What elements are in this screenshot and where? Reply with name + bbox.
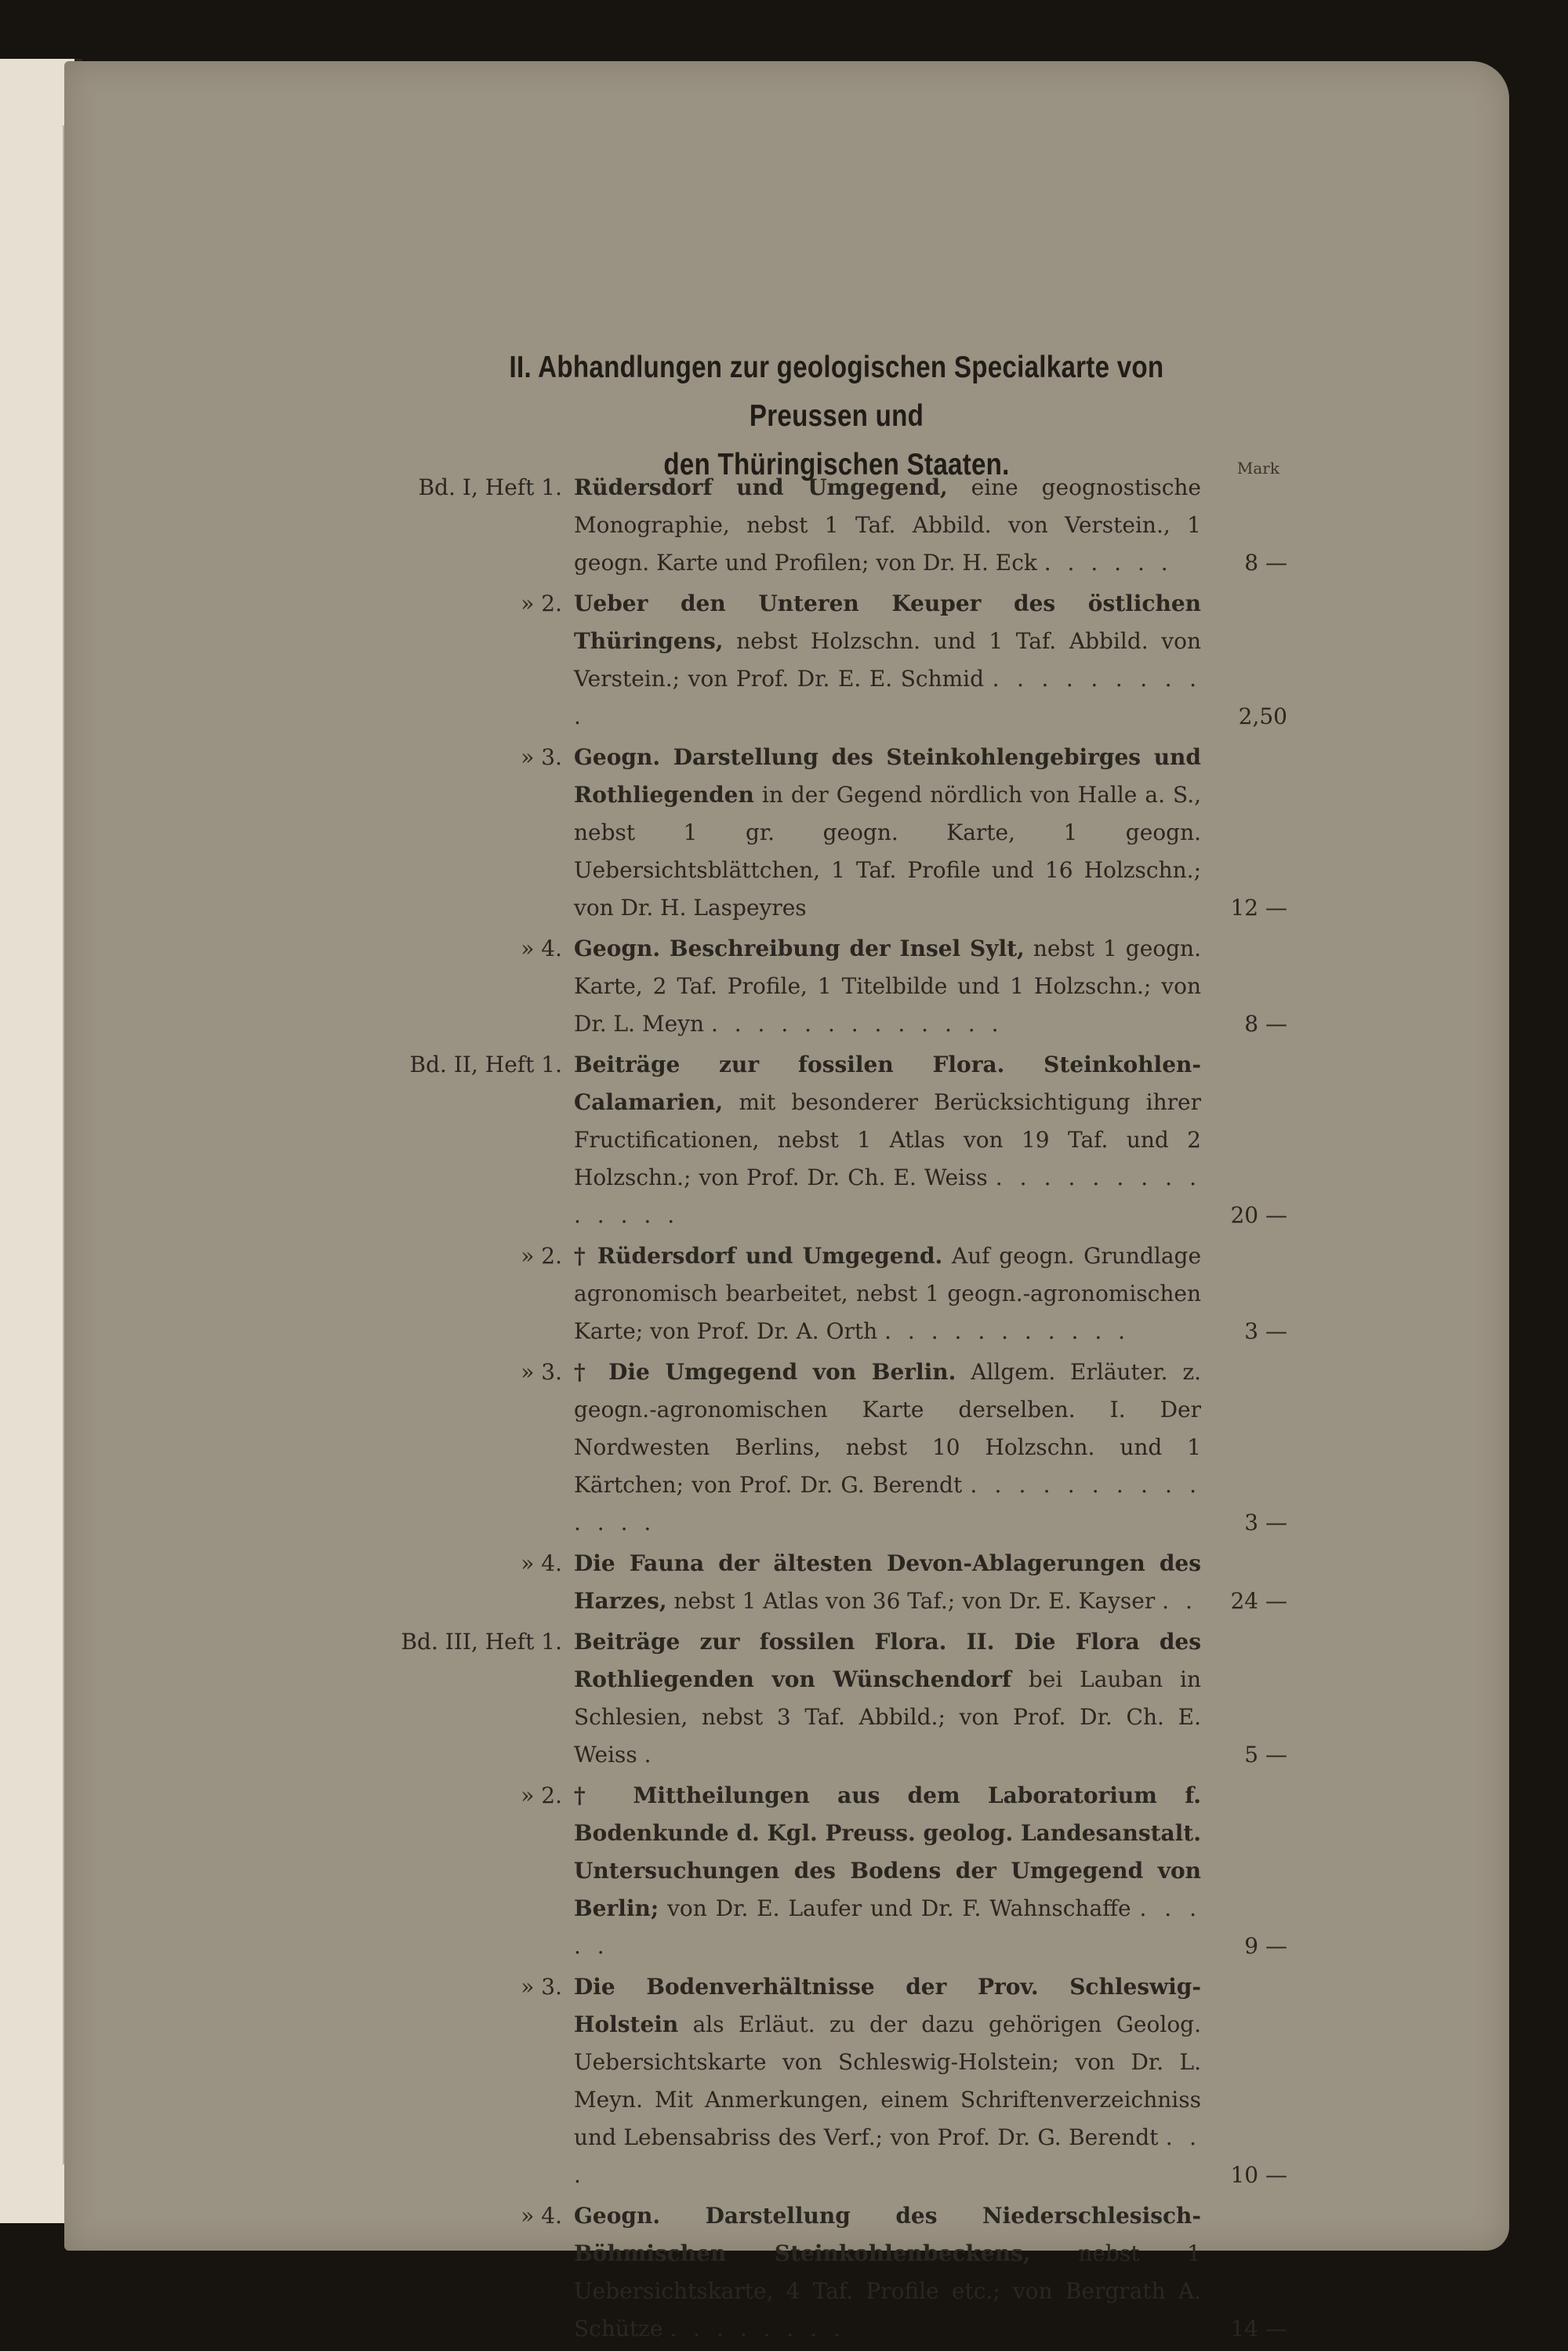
list-item — [386, 1237, 1287, 1350]
list-item — [386, 1968, 1287, 2194]
entry-price: 5 — — [1244, 1742, 1287, 1768]
heading-line-1: II. Abhandlungen zur geologischen Specialkarte von Preussen und — [509, 351, 1164, 433]
entry-title: Rüdersdorf und Umgegend, — [574, 474, 948, 500]
volume-label: Bd. I, Heft 1. — [418, 474, 562, 500]
entry-title: Beiträge zur fossilen Flora. II. Die Flora des Rothliegenden von Wünschendorf — [574, 1629, 1201, 1692]
list-item — [386, 2197, 1287, 2348]
table-of-contents — [386, 469, 1287, 2351]
entry-dots: . . . . . . . . . . . . . . — [574, 1472, 1202, 1535]
entry-dots: . . — [1162, 1588, 1197, 1614]
entry-price: 8 — — [1244, 1011, 1287, 1037]
entry-text: Auf geogn. Grundlage agronomisch bearbeitet, nebst 1 geogn.-agronomischen Karte; von Prof. Dr. A. Orth — [574, 1243, 1202, 1344]
entry-price: 3 — — [1244, 1318, 1287, 1344]
book-cover — [64, 61, 1509, 2342]
entry-dots: . . . . . . . . . . . — [884, 1318, 1131, 1344]
list-item — [386, 1777, 1287, 1965]
entry-dots: . . . — [574, 2124, 1201, 2188]
entry-text: Allgem. Erläuter. z. geogn.-agronomischen Karte derselben. I. Der Nordwesten Berlins, nebst 10 Holzschn. und 1 Kärtchen; von Prof. Dr. G. Berendt — [574, 1359, 1201, 1498]
entry-text: von Dr. E. Laufer und Dr. F. Wahnschaffe — [667, 1895, 1131, 1921]
entry-text: eine geognostische Monographie, nebst 1 Taf. Abbild. von Verstein., 1 geogn. Karte und Profilen; von Dr. H. Eck — [574, 474, 1201, 576]
entry-dots: . . . . . . — [1044, 550, 1173, 576]
list-item — [386, 1623, 1287, 1774]
entry-price: 3 — — [1244, 1510, 1287, 1535]
list-item — [386, 930, 1287, 1043]
volume-label: » 4. — [521, 936, 562, 961]
entry-dots: . . . . . — [574, 1895, 1201, 1959]
entry-text: nebst 1 geogn. Karte, 2 Taf. Profile, 1 Titelbilde und 1 Holzschn.; von Dr. L. Meyn — [574, 936, 1201, 1037]
entry-price: 8 — — [1244, 550, 1287, 576]
volume-label: » 4. — [521, 1550, 562, 1576]
entry-dots: . . . . . . . . . . — [574, 666, 1201, 729]
entry-dots: . . . . . . . . . . . . . — [710, 1011, 1004, 1037]
entry-dots: . . . . . . . . . . . . . . — [574, 1165, 1201, 1228]
entry-price: 24 — — [1230, 1588, 1287, 1614]
volume-label: » 4. — [521, 2203, 562, 2229]
volume-label: » 3. — [521, 1974, 562, 2000]
volume-label: Bd. II, Heft 1. — [409, 1052, 562, 1077]
list-item — [386, 1354, 1287, 1542]
entry-price: 12 — — [1230, 895, 1287, 921]
entry-dots: . — [644, 1742, 656, 1768]
entry-title: Geogn. Darstellung des Niederschlesisch-Böhmischen Steinkohlenbeckens, — [574, 2203, 1201, 2266]
volume-label: » 2. — [521, 590, 562, 616]
entry-text: als Erläut. zu der dazu gehörigen Geolog. Uebersichtskarte von Schleswig-Holstein; von Dr. L. Meyn. Mit Anmerkungen, einem Schriftenverzeichniss und Lebensabriss des Verf.; von Prof. Dr. G. Berendt — [574, 2011, 1201, 2150]
entry-price: 9 — — [1244, 1933, 1287, 1959]
list-item — [386, 739, 1287, 927]
entry-title: Die Bodenverhältnisse der Prov. Schleswig-Holstein — [574, 1974, 1201, 2037]
entry-title: † Rüdersdorf und Umgegend. — [574, 1243, 943, 1269]
entry-title: Geogn. Beschreibung der Insel Sylt, — [574, 936, 1025, 961]
entry-text: in der Gegend nördlich von Halle a. S., nebst 1 gr. geogn. Karte, 1 geogn. Uebersichtsblättchen, 1 Taf. Profile und 16 Holzschn.; von Dr. H. Laspeyres — [574, 782, 1201, 921]
volume-label: » 3. — [521, 744, 562, 770]
entry-text: nebst 1 Atlas von 36 Taf.; von Dr. E. Kayser — [673, 1588, 1156, 1614]
list-item — [386, 1545, 1287, 1620]
entry-title: Geogn. Darstellung des Steinkohlengebirges und Rothliegenden — [574, 744, 1201, 808]
entry-text: mit besonderer Berücksichtigung ihrer Fructificationen, nebst 1 Atlas von 19 Taf. und 2 Holzschn.; von Prof. Dr. Ch. E. Weiss — [574, 1089, 1202, 1190]
entry-dots: . . . . . . . . — [670, 2316, 845, 2342]
entry-text: nebst 1 Uebersichtskarte, 4 Taf. Profile etc.; von Bergrath A. Schütze — [574, 2240, 1201, 2342]
entry-price: 10 — — [1230, 2162, 1287, 2188]
entry-title: † Die Umgegend von Berlin. — [574, 1359, 956, 1385]
list-item — [386, 1046, 1287, 1234]
publication-list — [386, 343, 1287, 2342]
entry-price: 14 — — [1230, 2316, 1287, 2342]
heading-line-2: den Thüringischen Staaten. — [663, 448, 1010, 481]
entry-price: 20 — — [1230, 1202, 1287, 1228]
list-item — [386, 585, 1287, 736]
price-column-label: Mark — [1236, 459, 1279, 478]
volume-label: » 3. — [521, 1359, 562, 1385]
volume-label: » 2. — [521, 1782, 562, 1808]
list-item — [386, 469, 1287, 582]
entry-title: Beiträge zur fossilen Flora. Steinkohlen-Calamarien, — [574, 1052, 1201, 1115]
entry-title: Die Fauna der ältesten Devon-Ablagerungen des Harzes, — [574, 1550, 1201, 1614]
volume-label: » 2. — [521, 1243, 562, 1269]
entry-text: bei Lauban in Schlesien, nebst 3 Taf. Abbild.; von Prof. Dr. Ch. E. Weiss — [574, 1666, 1201, 1768]
entry-title: Ueber den Unteren Keuper des östlichen Thüringens, — [574, 590, 1201, 654]
section-heading — [453, 343, 1220, 489]
volume-label: Bd. III, Heft 1. — [401, 1629, 562, 1655]
entry-title: † Mittheilungen aus dem Laboratorium f. Bodenkunde d. Kgl. Preuss. geolog. Landesanstalt. Untersuchungen des Bodens der Umgegend von Berlin; — [574, 1782, 1201, 1921]
entry-price: 2,50 — [1238, 703, 1287, 729]
entry-text: nebst Holzschn. und 1 Taf. Abbild. von Verstein.; von Prof. Dr. E. E. Schmid — [574, 628, 1202, 692]
